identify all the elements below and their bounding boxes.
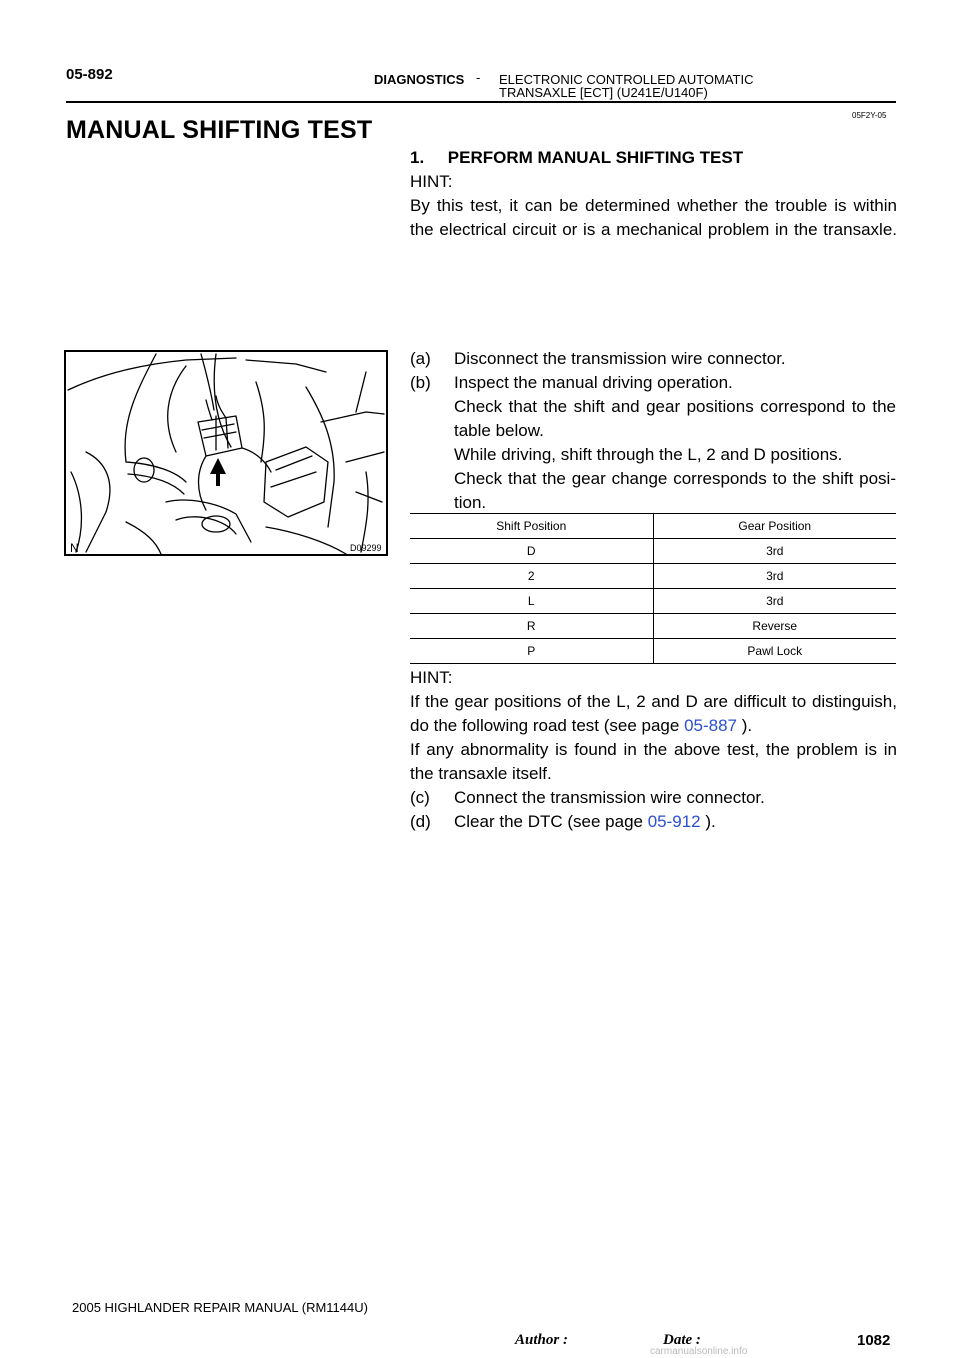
hint2-line3: If any abnormality is found in the above test, the problem is in (410, 740, 897, 759)
footer-page-number: 1082 (857, 1332, 891, 1349)
table-cell: P (410, 639, 653, 664)
author-label: Author : (515, 1332, 568, 1348)
substep-d-text (454, 810, 716, 834)
substep-a-text: Disconnect the transmission wire connector. (454, 349, 786, 368)
connector-figure (64, 350, 388, 556)
page-title: MANUAL SHIFTING TEST (66, 116, 373, 144)
date-label: Date : (663, 1332, 701, 1348)
table-cell: 2 (410, 564, 653, 589)
table-header-cell: Gear Position (653, 514, 896, 539)
substep-b-line2: table below. (454, 421, 544, 440)
table-row (410, 639, 896, 664)
manual-reference: 2005 HIGHLANDER REPAIR MANUAL (RM1144U) (72, 1300, 368, 1315)
hint2-label: HINT: (410, 668, 453, 687)
substep-b-line1: Check that the shift and gear positions correspond to the (454, 397, 896, 416)
substep-b-label: (b) (410, 373, 431, 392)
connector-illustration (66, 352, 386, 554)
table-cell: D (410, 539, 653, 564)
hint2-line4: the transaxle itself. (410, 764, 552, 783)
page-number: 05-892 (66, 66, 113, 83)
table-row (410, 564, 896, 589)
table-cell: Pawl Lock (653, 639, 896, 664)
table-cell: 3rd (653, 589, 896, 614)
hint2-line1: If the gear positions of the L, 2 and D are difficult to distinguish, (410, 692, 897, 711)
shift-position-table (410, 513, 896, 664)
step1-hint-line1: By this test, it can be determined whether the trouble is within (410, 196, 897, 215)
header-dash: - (476, 70, 481, 85)
hint2-line2-text: do the following road test (see page (410, 716, 685, 735)
substep-d-text-start: Clear the DTC (see page (454, 812, 648, 831)
page-link-05-887[interactable]: 05-887 (684, 716, 738, 735)
substep-d-label: (d) (410, 812, 431, 831)
table-row (410, 589, 896, 614)
substep-a-label: (a) (410, 349, 431, 368)
substep-b-line5: tion. (454, 493, 487, 512)
document-code: 05F2Y-05 (852, 111, 887, 120)
step1-heading: 1. PERFORM MANUAL SHIFTING TEST (410, 148, 744, 167)
table-cell: L (410, 589, 653, 614)
hint2-line2-end: ). (737, 716, 753, 735)
section-subtitle-line1: ELECTRONIC CONTROLLED AUTOMATIC (499, 72, 754, 87)
figure-marker: N (70, 541, 79, 555)
table-header-cell: Shift Position (410, 514, 653, 539)
substep-d-text-end: ). (700, 812, 716, 831)
section-subtitle-line2: TRANSAXLE [ECT] (U241E/U140F) (499, 85, 708, 100)
hint2-line2 (410, 714, 752, 738)
table-cell: 3rd (653, 564, 896, 589)
section-name: DIAGNOSTICS (374, 72, 465, 87)
substep-b-text: Inspect the manual driving operation. (454, 373, 733, 392)
table-row (410, 539, 896, 564)
table-row (410, 614, 896, 639)
step1-hint-label: HINT: (410, 172, 453, 191)
substep-b-line4: Check that the gear change corresponds to the shift posi- (454, 469, 896, 488)
table-cell: 3rd (653, 539, 896, 564)
watermark: carmanualsonline.info (650, 1346, 748, 1357)
substep-c-label: (c) (410, 788, 430, 807)
substep-c-text: Connect the transmission wire connector. (454, 788, 765, 807)
figure-id: D09299 (350, 543, 382, 553)
table-cell: R (410, 614, 653, 639)
step1-hint-line2: the electrical circuit or is a mechanical problem in the transaxle. (410, 220, 897, 239)
page-link-05-912[interactable]: 05-912 (647, 812, 701, 831)
table-header-row (410, 514, 896, 539)
arrow-up-icon (210, 458, 226, 486)
header-rule (66, 101, 896, 103)
substep-b-line3: While driving, shift through the L, 2 and D positions. (454, 445, 843, 464)
table-cell: Reverse (653, 614, 896, 639)
